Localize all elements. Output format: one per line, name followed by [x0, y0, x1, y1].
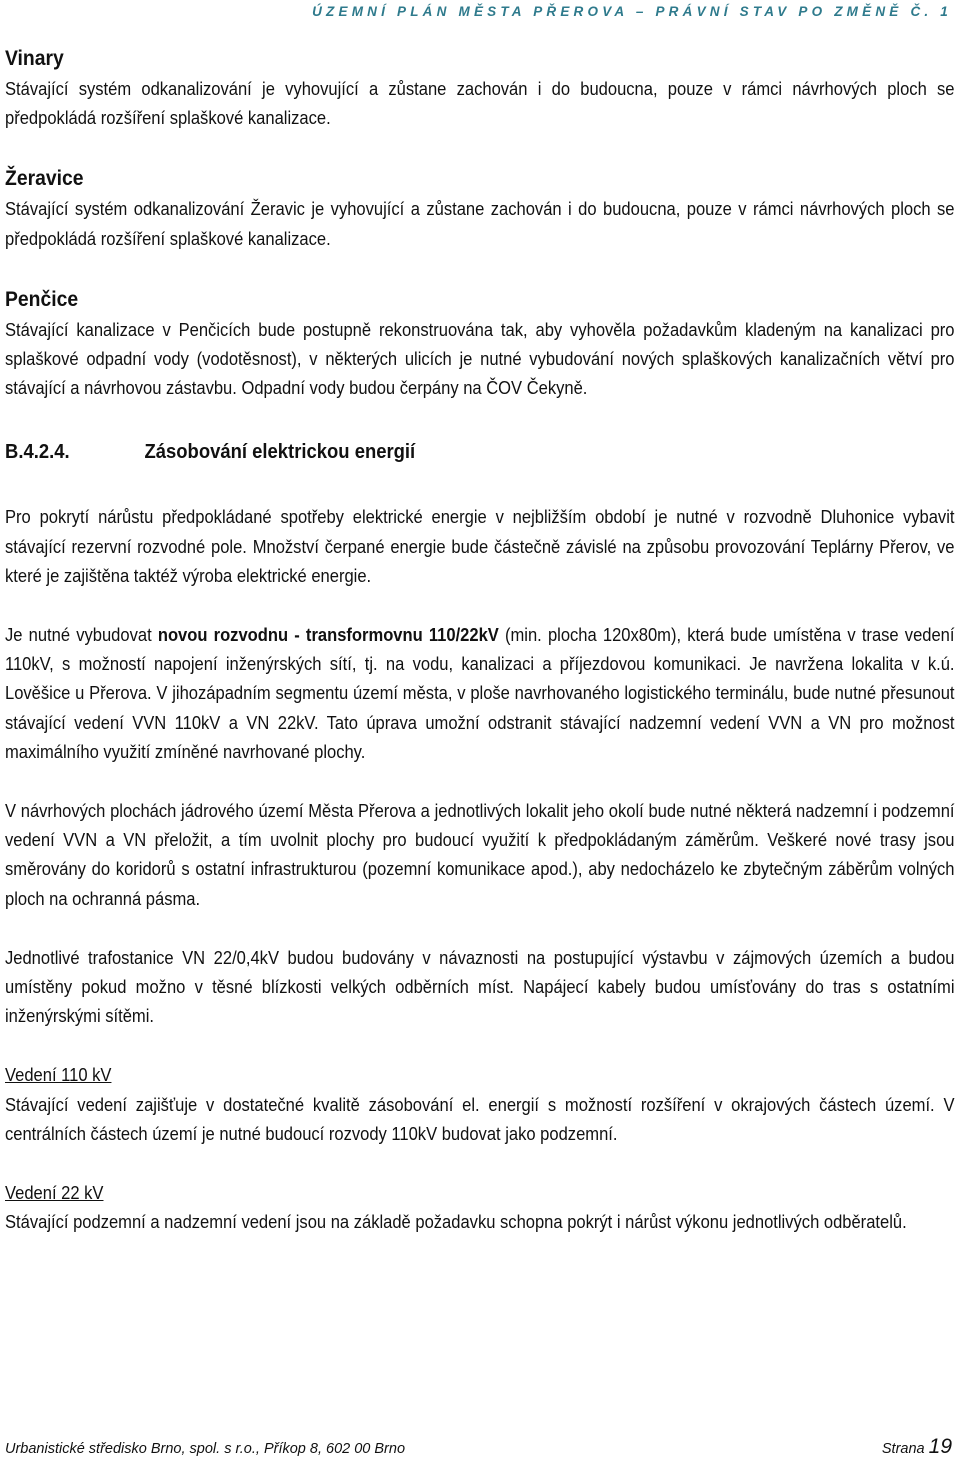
paragraph-2-emphasis: novou rozvodnu - transformovnu 110/22kV: [157, 624, 499, 646]
chapter-title: Zásobování elektrickou energií: [144, 440, 416, 464]
paragraph-2-rest: (min. plocha 120x80m), která bude umístěna v trase vedení 110kV, s možností napojení inženýrských sítí, tj. na vodu, kanalizaci a příjezdovou komunikaci. Je navržena lokalita v k.ú. Lověšice u Přerova. V jihozápadním segmentu území města, v ploše navrhovaného logistického terminálu, bude nutné přesunout stávající vedení VVN 110kV a VN 22kV. Tato úprava umožní odstranit stávající nadzemní vedení VVN a VN pro možnost maximálního využití zmíněné navrhované plochy.: [5, 624, 955, 762]
running-header: ÚZEMNÍ PLÁN MĚSTA PŘEROVA – PRÁVNÍ STAV PO ZMĚNĚ Č. 1: [312, 4, 952, 19]
subsection-text-22kv: Stávající podzemní a nadzemní vedení jsou na základě požadavku schopna pokrýt i nárůst výkonu jednotlivých odběratelů.: [5, 1211, 907, 1233]
section-text-pencice: Stávající kanalizace v Penčicích bude postupně rekonstruována tak, aby vyhověla požadavkům kladeným na kanalizaci pro splaškové odpadní vody (vodotěsnost), v některých ulicích je nutné vybudování nových splaškových kanalizačních větví pro stávající a návrhovou zástavbu. Odpadní vody budou čerpány na ČOV Čekyně.: [5, 318, 955, 399]
document-body: [5, 42, 955, 1236]
footer-page-number: 19: [928, 1435, 952, 1458]
subsection-heading-110kv: Vedení 110 kV: [5, 1064, 112, 1086]
paragraph-3: V návrhových plochách jádrového území Města Přerova a jednotlivých lokalit jeho okolí bude nutné některá nadzemní i podzemní vedení VVN a VN přeložit, a tím uvolnit plochy pro budoucí využití k předpokládaným záměrům. Veškeré nové trasy jsou směrovány do koridorů s ostatní infrastrukturou (pozemní komunikace apod.), aby nedocházelo ke zbytečným záběrům volných ploch na ochranná pásma.: [5, 800, 955, 909]
footer-organization: Urbanistické středisko Brno, spol. s r.o., Příkop 8, 602 00 Brno: [5, 1441, 406, 1457]
paragraph-4: Jednotlivé trafostanice VN 22/0,4kV budou budovány v návaznosti na postupující výstavbu v zájmových územích a budou umístěny pokud možno v těsné blízkosti velkých odběrních míst. Napájecí kabely budou umísťovány do tras s ostatními inženýrskými sítěmi.: [5, 946, 955, 1027]
footer-page: [882, 1435, 952, 1459]
page-footer: [5, 1435, 952, 1459]
paragraph-2-start: Je nutné vybudovat: [5, 624, 158, 646]
section-heading-zeravice: Žeravice: [5, 166, 84, 191]
chapter-number: B.4.2.4.: [5, 440, 70, 464]
subsection-heading-22kv: Vedení 22 kV: [5, 1182, 104, 1204]
section-heading-vinary: Vinary: [5, 46, 64, 70]
paragraph-2: [5, 620, 955, 766]
section-text-zeravice: Stávající systém odkanalizování Žeravic je vyhovující a zůstane zachován i do budoucna, pouze v rámci návrhových ploch se předpokládá rozšíření splaškové kanalizace.: [5, 198, 955, 249]
section-text-vinary: Stávající systém odkanalizování je vyhovující a zůstane zachován i do budoucna, pouze v rámci návrhových ploch se předpokládá rozšíření splaškové kanalizace.: [5, 78, 955, 129]
chapter-heading: [5, 437, 955, 467]
subsection-text-110kv: Stávající vedení zajišťuje v dostatečné kvalitě zásobování el. energií s možností rozšíření v okrajových částech území. V centrálních částech území je nutné budoucí rozvody 110kV budovat jako podzemní.: [5, 1093, 955, 1144]
footer-page-label: Strana: [881, 1441, 925, 1457]
paragraph-1: Pro pokrytí nárůstu předpokládané spotřeby elektrické energie v nejbližším období je nutné v rozvodně Dluhonice vybavit stávající rezervní rozvodné pole. Množství čerpané energie bude částečně závislé na způsobu provozování Teplárny Přerov, ve které je zajištěna taktéž výroba elektrické energie.: [5, 506, 955, 586]
section-heading-pencice: Penčice: [5, 286, 79, 311]
